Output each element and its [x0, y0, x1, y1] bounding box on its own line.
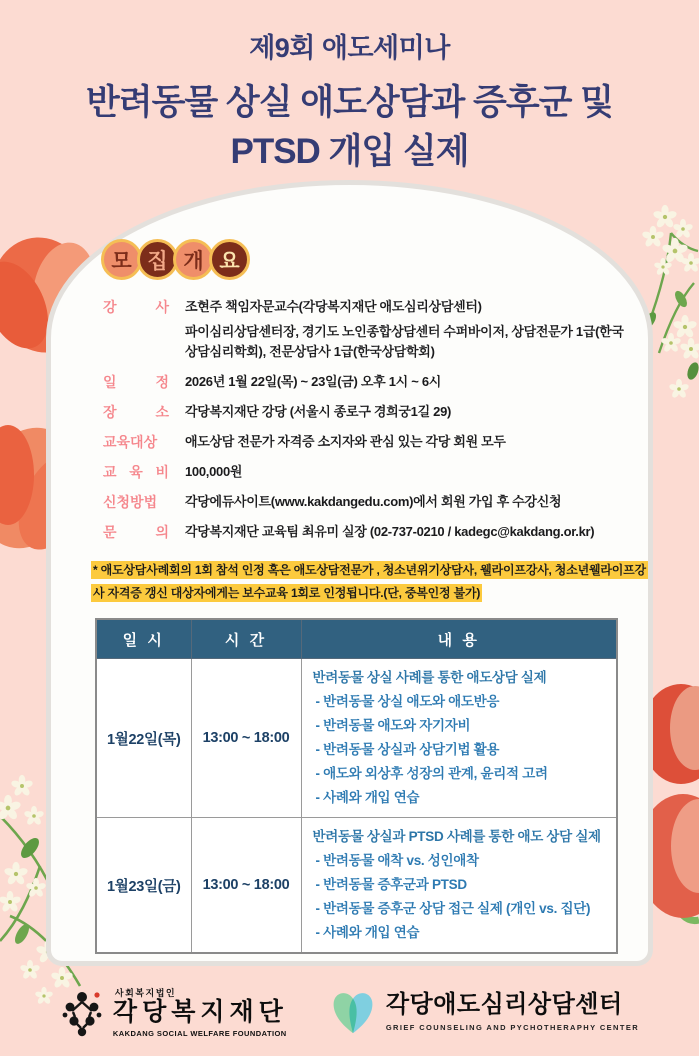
heart-leaf-icon	[330, 987, 376, 1037]
certification-note	[91, 559, 653, 605]
overview-row-location	[103, 402, 631, 422]
overview-label: 신청방법	[103, 494, 158, 510]
foundation-name: 각당복지재단	[112, 998, 288, 1027]
recruitment-overview-badge	[101, 239, 250, 280]
badge-char-1: 모	[101, 239, 142, 280]
certification-note-text: * 애도상담사례회의 1회 참석 인정 혹은 애도상담전문가 , 청소년위기상담사, 웰라이프강사, 청소년웰라이프강사 자격증 갱신 대상자에게는 보수교육 1회로 인정됩니다.(단, 중복인정 불가)	[93, 563, 646, 600]
day1-content-item: - 사례와 개입 연습	[315, 790, 420, 805]
overview-label: 강 사	[103, 299, 169, 315]
overview-list	[103, 297, 631, 552]
overview-row-application	[103, 492, 631, 512]
foundation-text-block	[113, 986, 288, 1038]
overview-value: 각당복지재단 강당 (서울시 종로구 경희궁1길 29)	[185, 404, 452, 419]
overview-label: 장 소	[103, 404, 169, 420]
day2-time: 13:00 ~ 18:00	[191, 818, 301, 954]
overview-row-target	[103, 432, 631, 452]
foundation-type-label: 사회복지법인	[114, 988, 177, 999]
poster-main-title	[0, 78, 699, 176]
badge-char-3: 개	[173, 239, 214, 280]
day1-content-item: - 반려동물 애도와 자기자비	[315, 718, 471, 733]
header-content: 내 용	[301, 619, 617, 659]
day1-time: 13:00 ~ 18:00	[191, 659, 301, 818]
day1-content	[301, 659, 617, 818]
overview-value: 애도상담 전문가 자격증 소지자와 관심 있는 각당 회원 모두	[185, 434, 506, 449]
schedule-row-day1	[96, 659, 617, 818]
day1-content-item: - 반려동물 상실과 상담기법 활용	[315, 742, 500, 757]
overview-label: 문 의	[103, 524, 169, 540]
kakdang-foundation-logo	[60, 985, 288, 1039]
poster-title-line1: 반려동물 상실 애도상담과 증후군 및	[85, 83, 614, 122]
overview-row-schedule	[103, 372, 631, 392]
day2-content-item: - 반려동물 증후군 상담 접근 실제 (개인 vs. 집단)	[315, 901, 591, 916]
poster-header	[0, 0, 699, 176]
poster-title-line2: PTSD 개입 실제	[230, 132, 469, 171]
overview-row-fee	[103, 462, 631, 482]
overview-value: 각당에듀사이트(www.kakdangedu.com)에서 회원 가입 후 수강신청	[185, 494, 562, 509]
overview-label: 교육대상	[103, 434, 158, 450]
content-card	[46, 180, 653, 966]
seminar-edition-title: 제9회 애도세미나	[249, 33, 450, 63]
center-name-english: GRIEF COUNSELING AND PYCHOTHERAPHY CENTER	[385, 1022, 640, 1032]
header-time: 시 간	[191, 619, 301, 659]
schedule-header-row	[96, 619, 617, 659]
instructor-line2: 파이심리상담센터장, 경기도 노인종합상담센터 수퍼바이저, 상담전문가 1급(한국상담심리학회), 전문상담사 1급(한국상담학회)	[185, 324, 624, 359]
header-date: 일 시	[96, 619, 191, 659]
schedule-table	[95, 618, 618, 954]
overview-value: 100,000원	[185, 464, 243, 479]
overview-row-contact	[103, 522, 631, 542]
day2-content-item: - 사례와 개입 연습	[315, 925, 420, 940]
instructor-line1: 조현주 책임자문교수(각당복지재단 애도심리상담센터)	[185, 299, 482, 314]
day2-content	[301, 818, 617, 954]
overview-value: 각당복지재단 교육팀 최유미 실장 (02-737-0210 / kadegc@kakdang.or.kr)	[185, 524, 595, 539]
schedule-row-day2	[96, 818, 617, 954]
day2-date: 1월23일(금)	[96, 818, 191, 954]
day1-content-title: 반려동물 상실 사례를 통한 애도상담 실제	[312, 670, 547, 685]
footer-logos	[0, 968, 699, 1056]
day2-content-title: 반려동물 상실과 PTSD 사례를 통한 애도 상담 실제	[312, 829, 601, 844]
overview-row-instructor	[103, 297, 631, 362]
center-text-block	[386, 992, 639, 1031]
badge-char-2: 집	[137, 239, 178, 280]
day1-content-item: - 애도와 외상후 성장의 관계, 윤리적 고려	[315, 766, 548, 781]
grief-center-logo	[330, 987, 639, 1037]
overview-value: 2026년 1월 22일(목) ~ 23일(금) 오후 1시 ~ 6시	[185, 374, 442, 389]
badge-char-4: 요	[209, 239, 250, 280]
center-name: 각당애도심리상담센터	[385, 991, 623, 1019]
day1-content-item: - 반려동물 상실 애도와 애도반응	[315, 694, 500, 709]
day2-content-item: - 반려동물 증후군과 PTSD	[315, 877, 467, 892]
overview-label: 일 정	[103, 374, 169, 390]
foundation-name-english: KAKDANG SOCIAL WELFARE FOUNDATION	[112, 1028, 287, 1038]
day2-content-item: - 반려동물 애착 vs. 성인애착	[315, 853, 479, 868]
kakdang-emblem-icon	[60, 985, 104, 1039]
overview-label: 교 육 비	[103, 464, 169, 480]
day1-date: 1월22일(목)	[96, 659, 191, 818]
overview-value	[185, 297, 631, 362]
